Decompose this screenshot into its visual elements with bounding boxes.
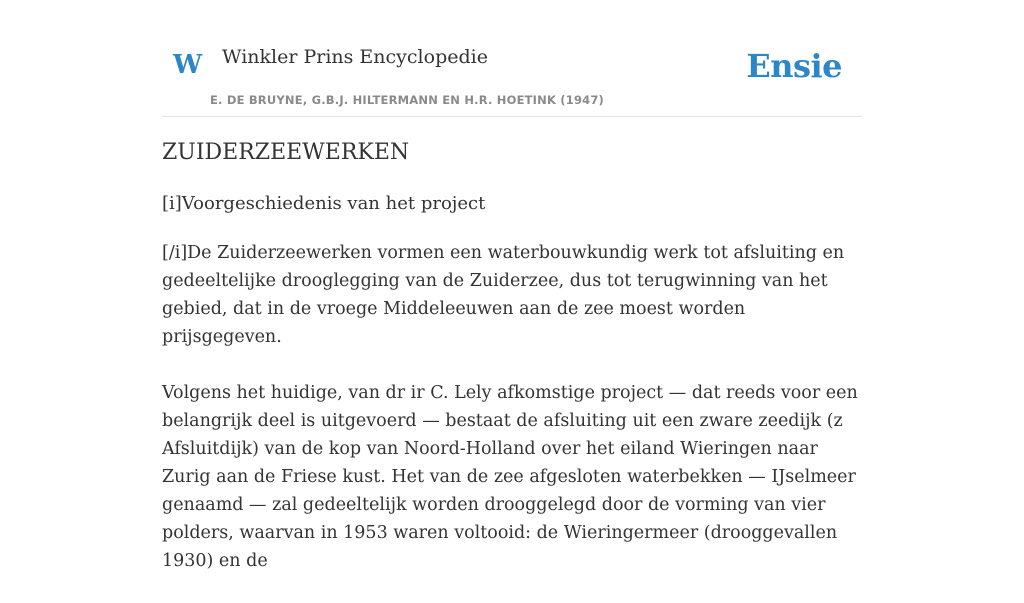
page [162,0,862,571]
article-title: ZUIDERZEEWERKEN [162,140,410,165]
source-logo[interactable]: W [173,50,203,80]
article-body [162,239,862,603]
brand-logo[interactable]: Ensie [746,47,842,85]
source-title[interactable]: Winkler Prins Encyclopedie [222,46,488,68]
source-header [162,0,862,117]
source-authors: E. DE BRUYNE, G.B.J. HILTERMANN EN H.R. HOETINK (1947) [210,93,605,107]
article-paragraph: Volgens het huidige, van dr ir C. Lely afkomstige project — dat reeds voor een belangrijk deel is uitgevoerd — bestaat de afsluiting uit een zware zeedijk (z Afsluitdijk) van de kop van Noord-Holland over het eiland Wieringen naar Zurig aan de Friese kust. Het van de zee afgesloten waterbekken — IJselmeer genaamd — zal gedeeltelijk worden drooggelegd door de vorming van vier polders, waarvan in 1953 waren voltooid: de Wieringermeer (drooggevallen 1930) en de [162,383,858,571]
article-paragraph: [/i]De Zuiderzeewerken vormen een waterbouwkundig werk tot afsluiting en gedeeltelijke drooglegging van de Zuiderzee, dus tot terugwinning van het gebied, dat in de vroege Middeleeuwen aan de zee moest worden prijsgegeven. [162,243,845,347]
article-subtitle: [i]Voorgeschiedenis van het project [162,193,486,214]
